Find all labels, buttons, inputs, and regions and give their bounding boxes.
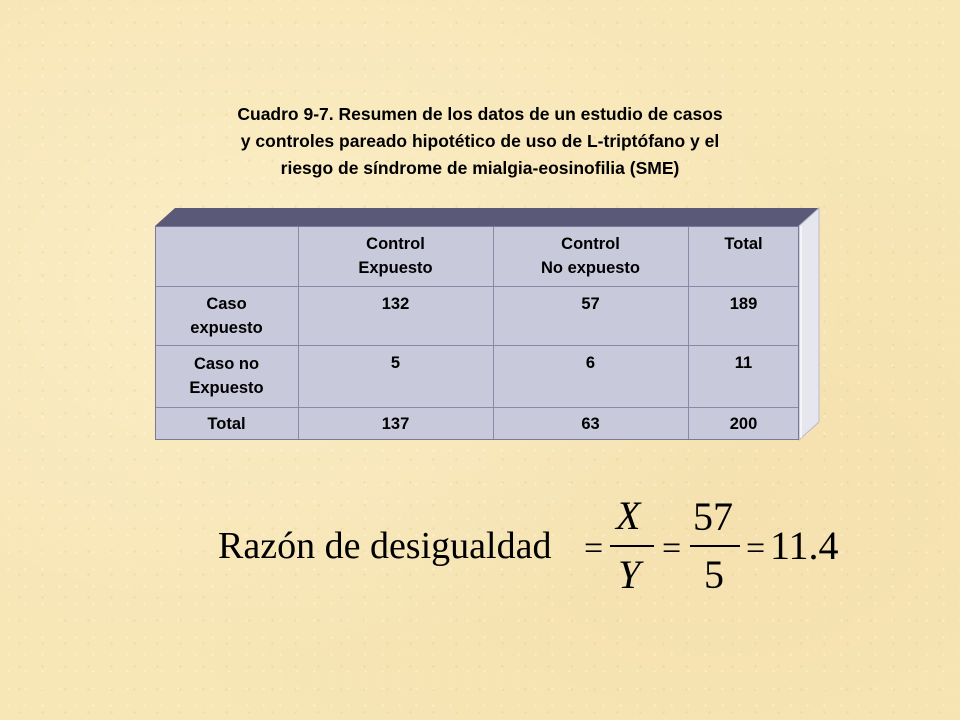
table-top-bevel (155, 208, 819, 226)
table-cell: 5 (390, 354, 401, 372)
formula-denominator-y: Y (618, 552, 641, 597)
table-cell: 63 (581, 414, 600, 433)
table-cell: 137 (381, 414, 410, 433)
formula-equals-3: = (746, 530, 766, 567)
odds-ratio-formula (218, 492, 838, 602)
data-table (155, 226, 799, 440)
table-cell: 57 (581, 295, 600, 313)
header-line: Total (724, 235, 763, 253)
header-line: Control (366, 235, 425, 253)
formula-numerator-x: X (616, 493, 641, 538)
table-cell: 189 (729, 295, 758, 313)
header-cell-control-no-expuesto (493, 226, 688, 286)
header-cell-empty (155, 226, 298, 286)
table-cells (155, 226, 799, 440)
header-line: Control (561, 235, 620, 253)
header-line: Expuesto (358, 259, 433, 277)
caption-line-2: y controles pareado hipotético de uso de L-triptófano y el (240, 131, 720, 151)
caption-line-3: riesgo de síndrome de mialgia-eosinofilia (SME) (280, 158, 680, 178)
formula-denominator-5: 5 (704, 552, 724, 597)
formula-label: Razón de desigualdad (218, 525, 552, 567)
table-cell: 132 (381, 295, 410, 313)
table-cell: 11 (734, 354, 753, 372)
formula-numerator-57: 57 (693, 494, 733, 539)
table-cell: 6 (585, 354, 596, 372)
row-label-caso-expuesto: Caso expuesto (190, 294, 263, 337)
row-label-caso-no-expuesto: Caso no Expuesto (189, 355, 264, 397)
formula-equals-1: = (584, 530, 604, 567)
header-line: No expuesto (540, 259, 641, 277)
row-label-total: Total (207, 414, 246, 433)
formula-svg (218, 492, 838, 602)
formula-equals-2: = (662, 530, 682, 567)
header-cell-total (688, 226, 799, 286)
caption-line-1: Cuadro 9-7. Resumen de los datos de un estudio de casos (237, 104, 723, 124)
header-cell-control-expuesto (298, 226, 493, 286)
table-caption (150, 101, 810, 182)
formula-result: 11.4 (770, 523, 839, 568)
table-cell: 200 (729, 414, 758, 433)
table-side-bevel (799, 208, 819, 440)
